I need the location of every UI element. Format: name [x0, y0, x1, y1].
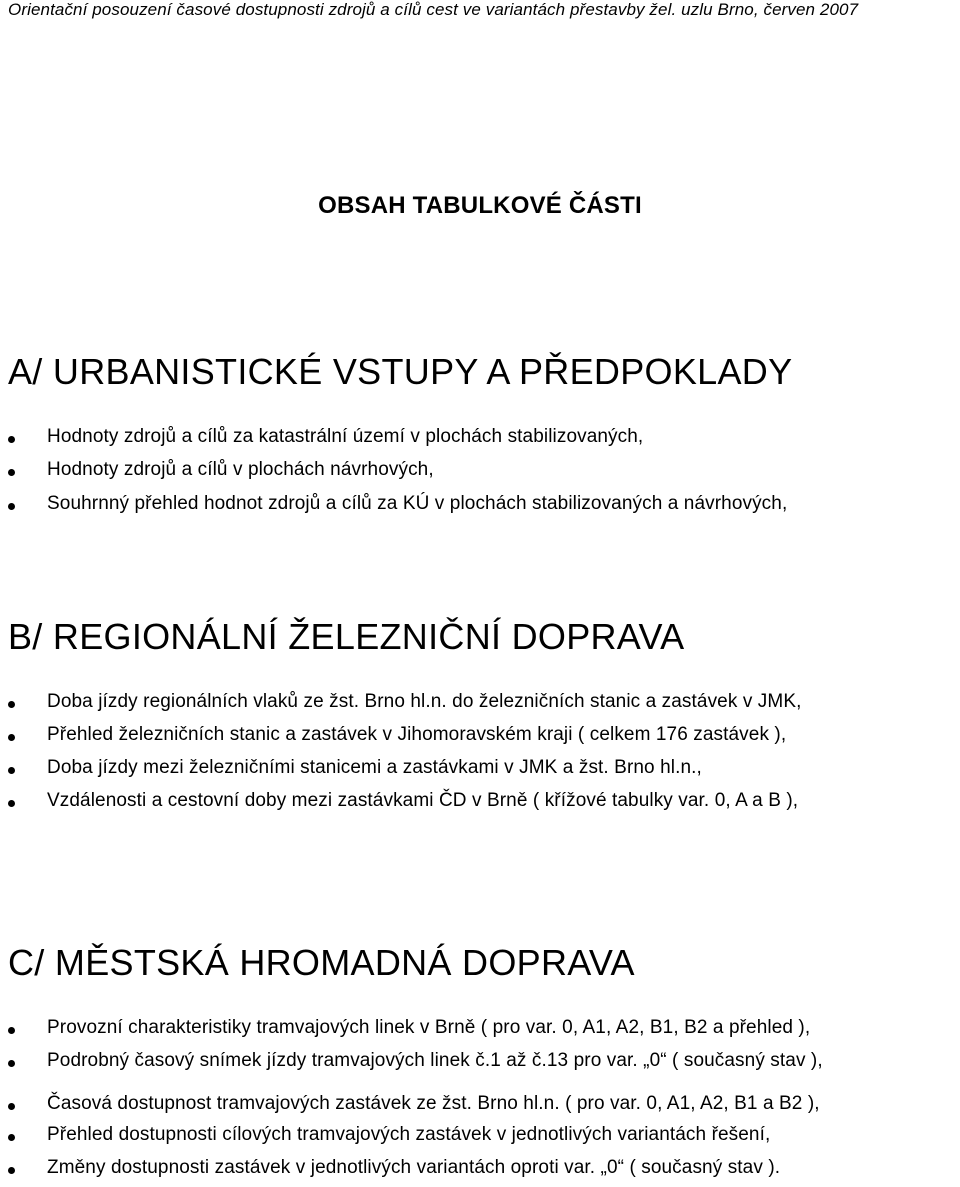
bullet-icon	[8, 1060, 15, 1067]
bullet-icon	[8, 1027, 15, 1034]
list-item	[0, 757, 960, 787]
bullet-icon	[8, 800, 15, 807]
list-item-text: Hodnoty zdrojů a cílů za katastrální území v plochách stabilizovaných,	[47, 426, 644, 447]
section-b-heading: B/ REGIONÁLNÍ ŽELEZNIČNÍ DOPRAVA	[8, 616, 685, 657]
bullet-icon	[8, 734, 15, 741]
bullet-icon	[8, 469, 15, 476]
bullet-icon	[8, 1103, 15, 1110]
list-item-text: Přehled železničních stanic a zastávek v Jihomoravském kraji ( celkem 176 zastávek ),	[47, 724, 787, 745]
list-item	[0, 790, 960, 820]
bullet-icon	[8, 436, 15, 443]
list-item	[0, 1124, 960, 1154]
bullet-icon	[8, 1167, 15, 1174]
list-item-text: Podrobný časový snímek jízdy tramvajových linek č.1 až č.13 pro var. „0“ ( současný stav ),	[47, 1050, 823, 1071]
section-c-heading: C/ MĚSTSKÁ HROMADNÁ DOPRAVA	[8, 942, 635, 983]
bullet-icon	[8, 503, 15, 510]
section-a-heading: A/ URBANISTICKÉ VSTUPY A PŘEDPOKLADY	[8, 351, 793, 392]
list-item-text: Doba jízdy mezi železničními stanicemi a zastávkami v JMK a žst. Brno hl.n.,	[47, 757, 702, 778]
list-item	[0, 724, 960, 754]
list-item-text: Změny dostupnosti zastávek v jednotlivých variantách oproti var. „0“ ( současný stav ).	[47, 1157, 781, 1178]
list-item-text: Souhrnný přehled hodnot zdrojů a cílů za KÚ v plochách stabilizovaných a návrhových,	[47, 493, 788, 514]
list-item	[0, 1093, 960, 1123]
list-item-text: Časová dostupnost tramvajových zastávek ze žst. Brno hl.n. ( pro var. 0, A1, A2, B1 a B2 ),	[47, 1093, 820, 1114]
list-item-text: Hodnoty zdrojů a cílů v plochách návrhových,	[47, 459, 434, 480]
list-item	[0, 493, 960, 523]
bullet-icon	[8, 767, 15, 774]
running-header: Orientační posouzení časové dostupnosti zdrojů a cílů cest ve variantách přestavby žel. uzlu Brno, červen 2007	[8, 0, 859, 19]
list-item	[0, 1050, 960, 1080]
list-item-text: Vzdálenosti a cestovní doby mezi zastávkami ČD v Brně ( křížové tabulky var. 0, A a B ),	[47, 790, 799, 811]
list-item	[0, 1157, 960, 1187]
list-item	[0, 459, 960, 489]
list-item	[0, 691, 960, 721]
page-title: OBSAH TABULKOVÉ ČÁSTI	[318, 192, 642, 219]
list-item	[0, 426, 960, 456]
list-item-text: Přehled dostupnosti cílových tramvajových zastávek v jednotlivých variantách řešení,	[47, 1124, 771, 1145]
bullet-icon	[8, 1134, 15, 1141]
list-item	[0, 1017, 960, 1047]
bullet-icon	[8, 701, 15, 708]
list-item-text: Doba jízdy regionálních vlaků ze žst. Brno hl.n. do železničních stanic a zastávek v JMK,	[47, 691, 802, 712]
list-item-text: Provozní charakteristiky tramvajových linek v Brně ( pro var. 0, A1, A2, B1, B2 a přehled ),	[47, 1017, 811, 1038]
